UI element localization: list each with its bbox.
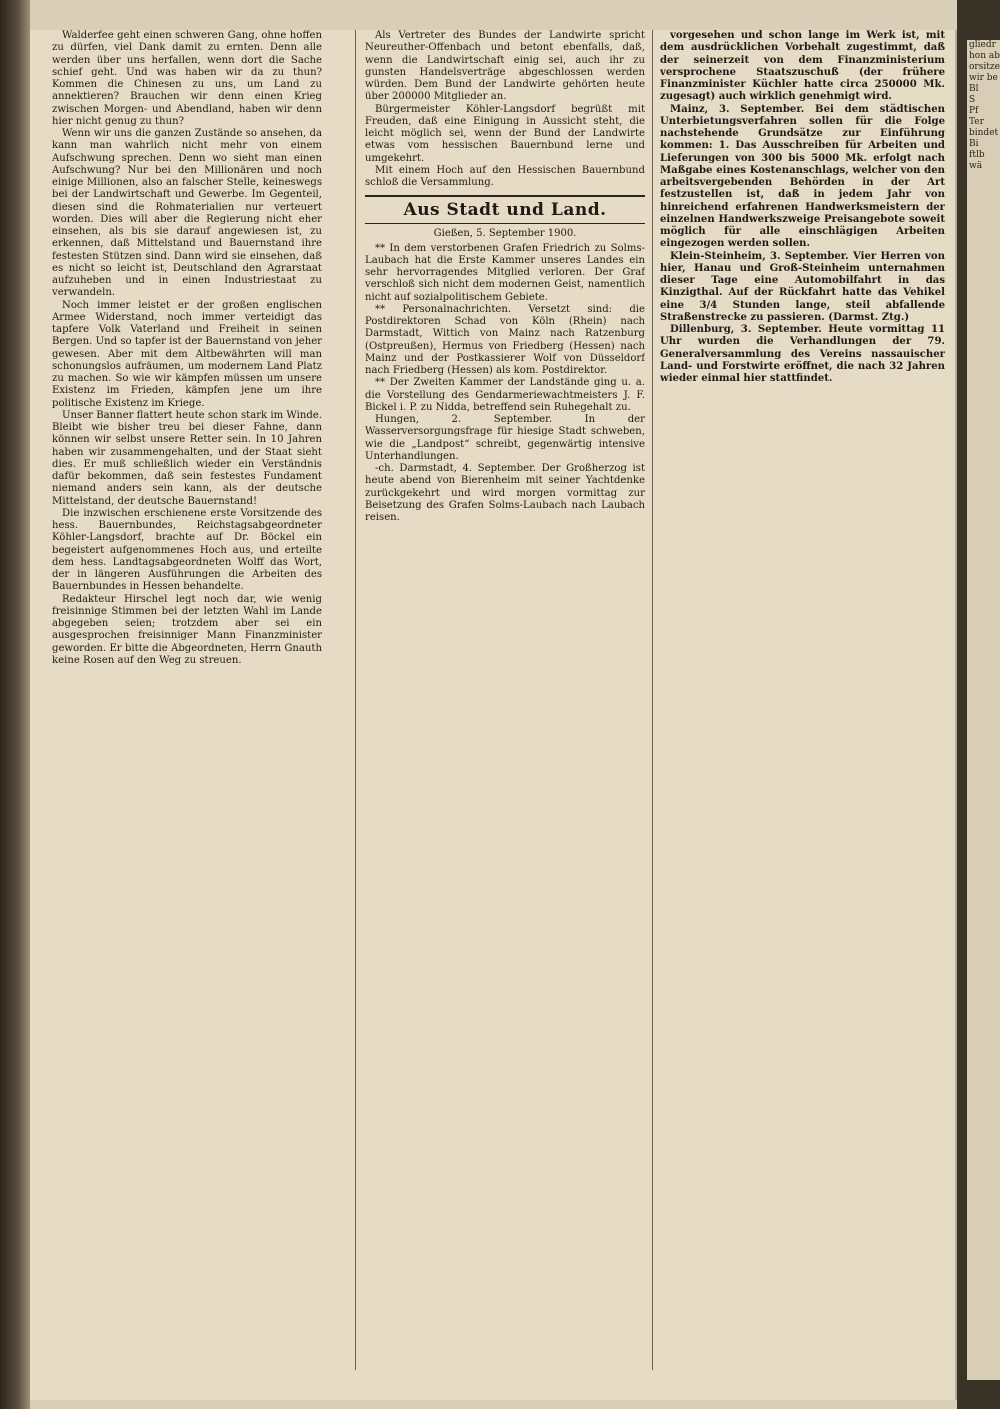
adjacent-page-text (967, 40, 1000, 1380)
column-divider (355, 30, 356, 1370)
column-divider (652, 30, 653, 1370)
column-middle (365, 30, 645, 1370)
fragment: Bl (969, 84, 979, 94)
column-right (660, 30, 945, 1370)
paragraph: vorgesehen und schon lange im Werk ist, mit dem ausdrücklichen Vorbehalt zugestimmt, daß der seinerzeit von dem Finanzministerium versprochene Staatszuschuß (der frühere Finanzminister Küchler hatte circa 250000 Mk. zugesagt) auch wirklich genehmigt wird. (660, 30, 945, 103)
dateline: Gießen, 5. September 1900. (433, 228, 577, 240)
fragment: Ter (969, 117, 984, 127)
paragraph: Redakteur Hirschel legt noch dar, wie wenig freisinnige Stimmen bei der letzten Wahl im Lande abgegeben seien; trotzdem aber sei ein ausgesprochen freisinniger Mann Finanzminister geworden. Er bitte die Abgeordneten, Herrn Gnauth keine Rosen auf den Weg zu streuen. (52, 593, 322, 666)
paragraph: Als Vertreter des Bundes der Landwirte spricht Neureuther-Offenbach und betont ebenfalls, daß, wenn die Landwirtschaft einig sei, auch ihr zu gunsten Handelsverträge abgeschlossen werden würden. Dem Bund der Landwirte gehörten heute über 200000 Mitglieder an. (365, 30, 645, 103)
paragraph: ** Personalnachrichten. Versetzt sind: die Postdirektoren Schad von Köln (Rhein) nach Darmstadt, Wittich von Mainz nach Ratzenburg (Ostpreußen), Hermus von Friedberg (Hessen) nach Mainz und der Postkassierer Wolf von Düsseldorf nach Friedberg (Hessen) als kom. Postdirektor. (365, 303, 645, 376)
paragraph: ** In dem verstorbenen Grafen Friedrich zu Solms-Laubach hat die Erste Kammer unseres Landes ein sehr hervorragendes Mitglied verloren. Der Graf verschloß sich nicht dem modernen Geist, namentlich nicht auf sozialpolitischem Gebiete. (365, 242, 645, 303)
fragment: Pf (969, 106, 979, 116)
paragraph: Bürgermeister Köhler-Langsdorf begrüßt mit Freuden, daß eine Einigung in Aussicht steht, die leicht möglich sei, wenn der Bund der Landwirte etwas vom hessischen Bauernbund lerne und umgekehrt. (365, 103, 645, 164)
fragment: wir be (969, 73, 998, 83)
paragraph: Noch immer leistet er der großen englischen Armee Widerstand, noch immer verteidigt das tapfere Volk Vaterland und Freiheit in seinen Bergen. Und so tapfer ist der Bauernstand von jeher gewesen. Aber mit dem Altbewährten will man schonungslos aufräumen, um modernem Land Platz zu machen. So wie wir kämpfen müssen um unsere Existenz im Frieden, kämpfen jene um ihre politische Existenz im Kriege. (52, 299, 322, 409)
paragraph: Mit einem Hoch auf den Hessischen Bauernbund schloß die Versammlung. (365, 164, 645, 188)
paragraph: -ch. Darmstadt, 4. September. Der Großherzog ist heute abend von Bierenheim mit seiner Yachtdenke zurückgekehrt und wird morgen vormittag zur Beisetzung des Grafen Solms-Laubach nach Laubach reisen. (365, 463, 645, 523)
fragment: orsitze (969, 62, 1000, 72)
fragment: S (969, 95, 976, 105)
fragment: hon ab (969, 51, 1000, 61)
fragment: ftlb (969, 150, 985, 160)
paragraph: Hungen, 2. September. In der Wasserversorgungsfrage für hiesige Stadt schweben, wie die „Landpost“ schreibt, gegenwärtig intensive Unterhandlungen. (365, 414, 645, 462)
paragraph: Dillenburg, 3. September. Heute vormittag 11 Uhr wurden die Verhandlungen der 79. Generalversammlung des Vereins nassauischer Land- und Forstwirte eröffnet, die nach 32 Jahren wieder einmal hier stattfindet. (660, 324, 945, 384)
fragment: Bi (969, 139, 979, 149)
paragraph: Walderfee geht einen schweren Gang, ohne hoffen zu dürfen, viel Dank damit zu ernten. Denn alle werden über uns herfallen, wenn dort die Sache schief geht. Und was haben wir da zu thun? Kommen die Chinesen zu uns, um Land zu annektieren? Brauchen wir denn einen Krieg zwischen Morgen- und Abendland, haben wir denn hier nicht genug zu thun? (52, 30, 322, 127)
paragraph: Wenn wir uns die ganzen Zustände so ansehen, da kann man wahrlich nicht mehr von einem Aufschwung sprechen. Denn wo sieht man einen Aufschwung? Nur bei den Millionären und noch einige Millionen, also an falscher Stelle, keineswegs bei der Landwirtschaft und Gewerbe. Im Gegenteil, diesen sind die Rohmaterialien nur verteuert worden. Dies will aber die Regierung nicht eher einsehen, als bis sie darauf angewiesen ist, zu erkennen, daß Mittelstand und Bauernstand ihre festesten Stützen sind. Dann wird sie einsehen, daß es nicht so leicht ist, Deutschland den Agrarstaat aufzuheben und in einen Industriestaat zu verwandeln. (52, 128, 322, 299)
fragment: wä (969, 161, 983, 171)
paragraph: Mainz, 3. September. Bei dem städtischen Unterbietungsverfahren sollen für die Folge nachstehende Grundsätze zur Einführung kommen: 1. Das Ausschreiben für Arbeiten und Lieferungen von 300 bis 5000 Mk. erfolgt nach Maßgabe eines Kostenanschlags, welcher von den arbeitsvergebenden Behörden in der Art festzustellen ist, daß in jedem Jahr von hinreichend erfahrenen Handwerksmeistern der einzelnen Handwerkszweige Preisangebote soweit möglich für alle einschlägigen Arbeiten eingezogen werden sollen. (660, 103, 945, 250)
fragment: gliedr (969, 40, 996, 50)
paragraph: Unser Banner flattert heute schon stark im Winde. Bleibt wie bisher treu bei dieser Fahne, dann können wir selbst unsere Retter sein. In 10 Jahren haben wir zusammengehalten, und der Staat sieht dies. Er muß schließlich wieder ein Verständnis dafür bekommen, daß sein festestes Fundament niemand anders sein kann, als der deutsche Mittelstand, der deutsche Bauernstand! (52, 409, 322, 507)
adjacent-page-edge (957, 0, 1000, 1409)
column-left (52, 30, 322, 1370)
fragment: bindet (969, 128, 999, 138)
section-title: Aus Stadt und Land. (365, 195, 645, 224)
binding-shadow (0, 0, 30, 1409)
paragraph: Die inzwischen erschienene erste Vorsitzende des hess. Bauernbundes, Reichstagsabgeordneter Köhler-Langsdorf, brachte auf Dr. Böckel ein begeistert aufgenommenes Hoch aus, und erteilte dem hess. Landtagsabgeordneten Wolff das Wort, der in längeren Ausführungen die Arbeiten des Bauernbundes in Hessen behandelte. (52, 507, 322, 593)
paragraph: ** Der Zweiten Kammer der Landstände ging u. a. die Vorstellung des Gendarmeriewachtmeisters J. F. Bickel i. P. zu Nidda, betreffend sein Ruhegehalt zu. (365, 377, 645, 413)
paragraph: Klein-Steinheim, 3. September. Vier Herren von hier, Hanau und Groß-Steinheim unternahmen dieser Tage eine Automobilfahrt in das Kinzigthal. Auf der Rückfahrt hatte das Vehikel eine 3/4 Stunden lange, steil abfallende Straßenstrecke zu passieren. (Darmst. Ztg.) (660, 250, 945, 323)
